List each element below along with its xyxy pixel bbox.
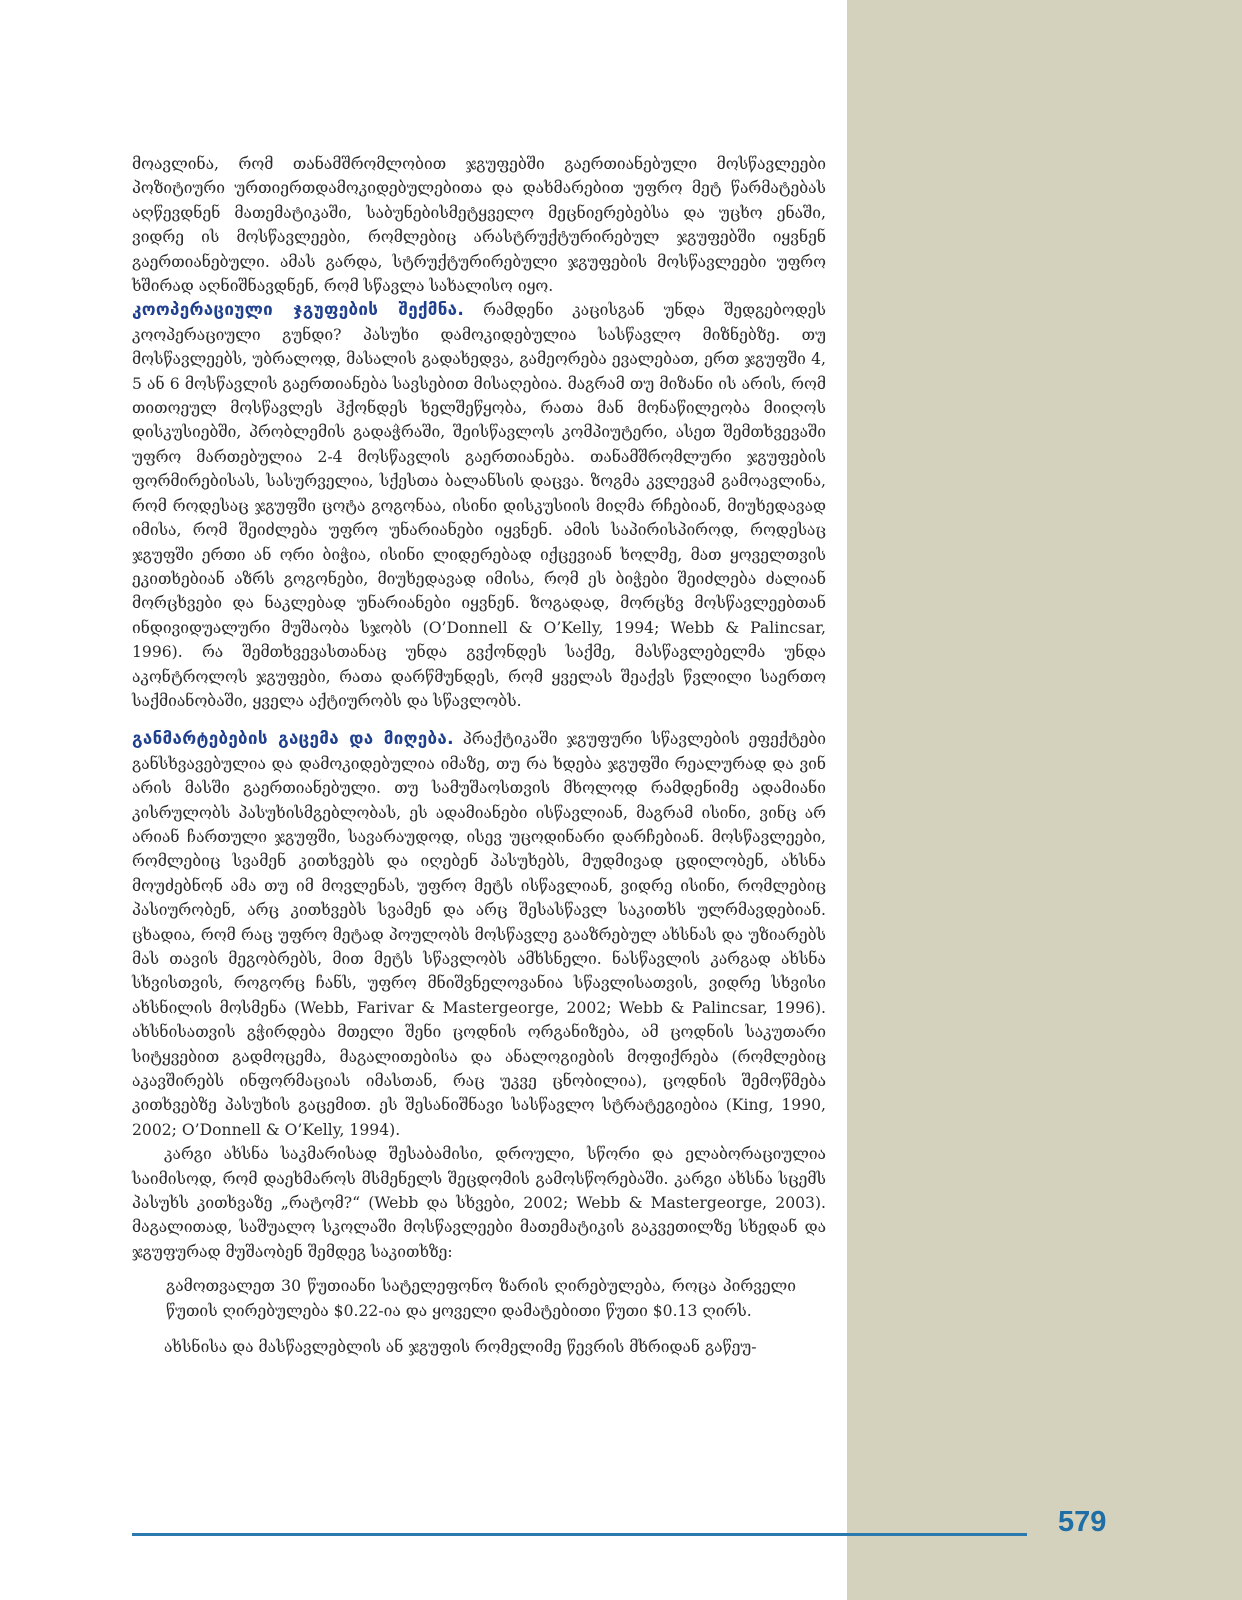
paragraph-good-explanation: კარგი ახსნა საკმარისად შესაბამისი, დროული, სწორი და ელაბორაციულია საიმისოდ, რომ დაეხმაროს მსმენელს შეცდომის გამოსწორებაში. კარგი ახსნა სცემს პასუხს კითხვაზე „რატომ?“ (Webb და სხვები, 2002; Webb & Mastergeorge, 2003). მაგალითად, საშუალო სკოლაში მოსწავლეები მათემატიკის გაკვეთილზე სხედან და ჯგუფურად მუშაობენ შემდეგ საკითხზე: [132,1145,826,1261]
footer-rule [132,1533,1027,1536]
side-band [847,0,1242,1600]
paragraph-text: რამდენი კაცისგან უნდა შედგებოდეს კოოპერაციული გუნდი? პასუხი დამოკიდებულია სასწავლო მიზნებზე. თუ მოსწავლეებს, უბრალოდ, მასალის გადახედვა, გამეორება ევალებათ, ერთ ჯგუფში 4, 5 ან 6 მოსწავლის გაერთიანება სავსებით მისაღებია. მაგრამ თუ მიზანი ის არის, რომ თითოეულ მოსწავლეს ჰქონდეს ხელშეწყობა, რათა მან მონაწილეობა მიიღოს დისკუსიებში, პრობლემის გადაჭრაში, შეისწავლოს კომპიუტერი, ასეთ შემთხვევაში უფრო მართებულია 2-4 მოსწავლის გაერთიანება. თანამშრომლური ჯგუფების ფორმირებისას, სასურველია, სქესთა ბალანსის დაცვა. ზოგმა კვლევამ გამოავლინა, რომ როდესაც ჯგუფში ცოტა გოგონაა, ისინი დისკუსიის მიღმა რჩებიან, მიუხედავად იმისა, რომ შეიძლება უფრო უნარიანები იყვნენ. ამის საპირისპიროდ, როდესაც ჯგუფში ერთი ან ორი ბიჭია, ისინი ლიდერებად იქცევიან ხოლმე, მათ ყოველთვის ეკითხებიან აზრს გოგონები, მიუხედავად იმისა, რომ ეს ბიჭები შეიძლება ძალიან მორცხვები და ნაკლებად უნარიანები იყვნენ. ზოგადად, მორცხვ მოსწავლეებთან ინდივიდუალური მუშაობა სჯობს (O’Donnell & O’Kelly, 1994; Webb & Palincsar, 1996). რა შემთხვევასთანაც უნდა გვქონდეს საქმე, მასწავლებელმა უნდა აკონტროლოს ჯგუფები, რათა დარწმუნდეს, რომ ყველას შეაქვს წვლილი საერთო საქმიანობაში, ყველა აქტიურობს და სწავლობს. [132,301,826,710]
block-quote-problem: გამოთვალეთ 30 წუთიანი სატელეფონო ზარის ღირებულება, როცა პირველი წუთის ღირებულება $0.22-ია და ყოველი დამატებითი წუთი $0.13 ღირს. [166,1277,796,1320]
paragraph-text: პრაქტიკაში ჯგუფური სწავლების ეფექტები განსხვავებულია და დამოკიდებულია იმაზე, თუ რა ხდება ჯგუფში რეალურად და ვინ არის მასში გაერთიანებული. თუ სამუშაოსთვის მხოლოდ რამდენიმე ადამიანი კისრულობს პასუხისმგებლობას, ეს ადამიანები ისწავლიან, მაგრამ ისინი, ვინც არ არიან ჩართული ჯგუფში, სავარაუდოდ, ისევ უცოდინარი დარჩებიან. მოსწავლეები, რომლებიც სვამენ კითხვებს და იღებენ პასუხებს, მუდმივად ცდილობენ, ახსნა მოუძებნონ ამა თუ იმ მოვლენას, უფრო მეტს ისწავლიან, ვიდრე ისინი, რომლებიც პასიურობენ, არც კითხვებს სვამენ და არც შესასწავლ საკითხს ულრმავდებიან. ცხადია, რომ რაც უფრო მეტად პოულობს მოსწავლე გააზრებულ ახსნას და უზიარებს მას თავის მეგობრებს, მით მეტს სწავლობს ამხსნელი. ნასწავლის კარგად ახსნა სხვისთვის, როგორც ჩანს, უფრო მნიშვნელოვანია სწავლისათვის, ვიდრე სხვისი ახსნილის მოსმენა (Webb, Farivar & Mastergeorge, 2002; Webb & Palincsar, 1996). ახსნისათვის გჭირდება მთელი შენი ცოდნის ორგანიზება, ამ ცოდნის საკუთარი სიტყვებით გადმოცემა, მაგალითებისა და ანალოგიების მოფიქრება (რომლებიც აკავშირებს ინფორმაციას იმასთან, რაც უკვე ცნობილია), ცოდნის შემოწმება კითხვებზე პასუხის გაცემით. ეს შესანიშნავი სასწავლო სტრატეგიებია (King, 1990, 2002; O’Donnell & O’Kelly, 1994). [132,730,827,1139]
paragraph-cooperative-groups [132,298,826,713]
section-heading-explanations: განმარტებების გაცემა და მიღება. [132,729,454,750]
paragraph-intro: მოავლინა, რომ თანამშრომლობით ჯგუფებში გაერთიანებული მოსწავლეები პოზიტიური ურთიერთდამოკიდებულებითა და დახმარებით უფრო მეტ წარმატებას აღწევდნენ მათემატიკაში, საბუნებისმეტყველო მეცნიერებებსა და უცხო ენაში, ვიდრე ის მოსწავლეები, რომლებიც არასტრუქტურირებულ ჯგუფებში იყვნენ გაერთიანებული. ამას გარდა, სტრუქტურირებული ჯგუფების მოსწავლეები უფრო ხშირად აღნიშნავდნენ, რომ სწავლა სახალისო იყო. [132,155,826,296]
paragraph-explanations [132,727,826,1142]
page-number: 579 [1058,1506,1107,1538]
paragraph-continuation: ახსნისა და მასწავლებლის ან ჯგუფის რომელიმე წევრის მხრიდან გაწეუ- [164,1338,757,1357]
section-heading-cooperative-groups: კოოპერაციული ჯგუფების შექმნა. [132,300,465,321]
page-body [132,152,826,1360]
